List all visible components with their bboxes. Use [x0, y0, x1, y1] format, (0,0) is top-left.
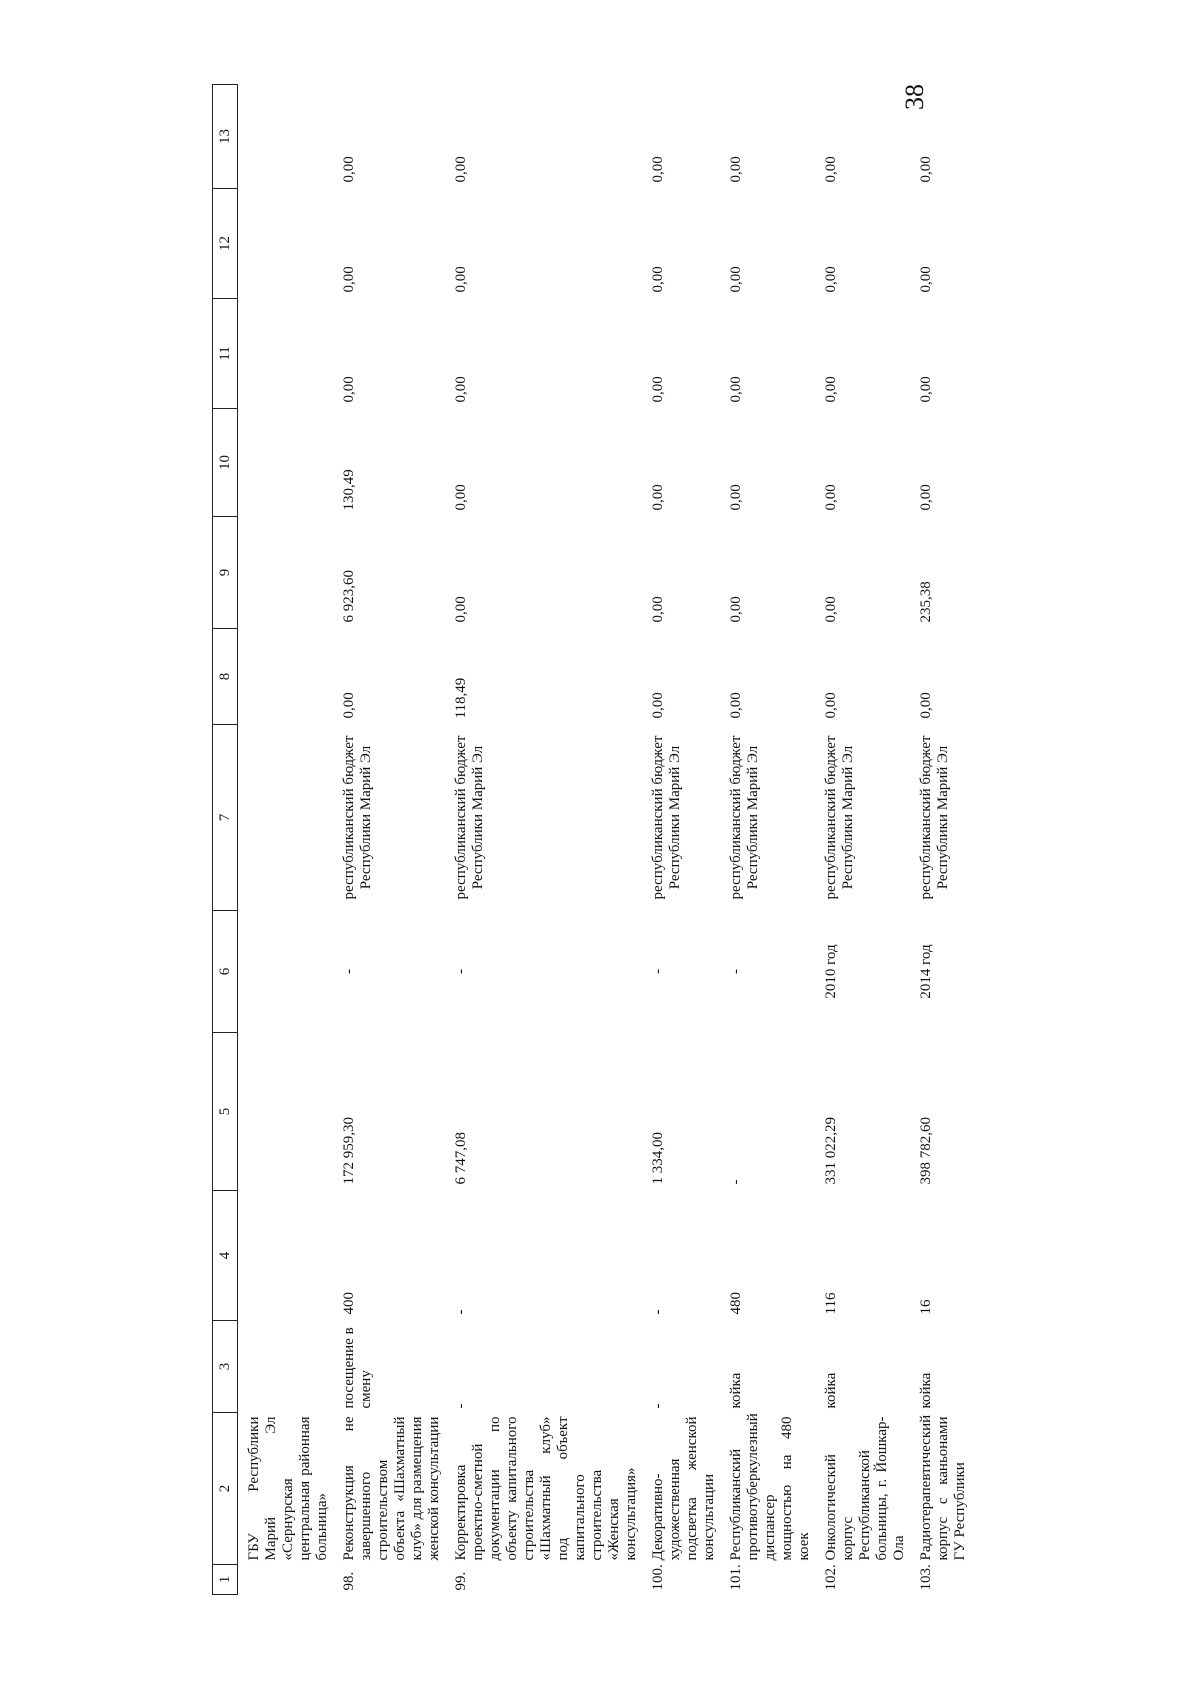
value-col10: 0,00 [650, 484, 666, 511]
header-cell: 10 [213, 409, 238, 517]
row-number: 98. [341, 1571, 357, 1591]
value-col13: 0,00 [341, 156, 357, 183]
cost-cell: 1 334,00 [650, 1132, 666, 1185]
row-number: 100. [650, 1564, 666, 1591]
unit-cell: - [650, 1403, 666, 1409]
value-col10 [238, 409, 342, 517]
table-row [650, 85, 728, 1595]
value-col11: 0,00 [341, 376, 357, 403]
header-cell: 12 [213, 189, 238, 299]
year-cell: 2010 год [823, 944, 839, 999]
value-col10: 0,00 [823, 484, 839, 511]
value-col12: 0,00 [823, 266, 839, 293]
table-row [918, 85, 979, 1595]
value-col8: 0,00 [918, 692, 934, 719]
table-body [238, 85, 980, 1595]
capacity-cell: 16 [918, 1299, 934, 1315]
capacity-cell: - [650, 1309, 666, 1315]
unit-cell: койка [918, 1372, 934, 1409]
value-col12: 0,00 [918, 266, 934, 293]
header-cell: 4 [213, 1191, 238, 1321]
value-col13 [238, 85, 342, 189]
value-col11: 0,00 [728, 376, 744, 403]
value-col11 [238, 299, 342, 409]
value-col8: 0,00 [728, 692, 744, 719]
row-number: 99. [453, 1571, 469, 1591]
capacity-cell: 480 [728, 1292, 744, 1315]
item-name: Республиканский противотуберкулезный диспансер мощностью на 480 коек [728, 1413, 812, 1561]
item-name: Корректировка проектно-сметной документации по объекту капитального строительства «Шахматный клуб» под объект капитального строительства «Женская консультация» [453, 1416, 639, 1561]
source-cell: республиканский бюджет Республики Марий Эл [918, 735, 951, 900]
header-cell: 13 [213, 85, 238, 189]
source-cell: республиканский бюджет Республики Марий Эл [650, 735, 683, 900]
header-cell: 11 [213, 299, 238, 409]
cost-cell: - [728, 1179, 744, 1185]
value-col13: 0,00 [728, 156, 744, 183]
value-col8 [238, 629, 342, 725]
header-cell: 8 [213, 629, 238, 725]
value-col9: 0,00 [823, 596, 839, 623]
year-cell [238, 911, 342, 1033]
value-col12: 0,00 [341, 266, 357, 293]
value-col8: 0,00 [823, 692, 839, 719]
value-col11: 0,00 [650, 376, 666, 403]
header-cell: 7 [213, 725, 238, 911]
value-col9: 235,38 [918, 581, 934, 623]
table-row [823, 85, 918, 1595]
row-number: 103. [918, 1564, 934, 1591]
year-cell: - [728, 969, 744, 974]
unit-cell: - [453, 1403, 469, 1409]
value-col13: 0,00 [453, 156, 469, 183]
value-col9: 6 923,60 [341, 570, 357, 623]
value-col9: 0,00 [453, 596, 469, 623]
value-col11: 0,00 [918, 376, 934, 403]
header-cell: 2 [213, 1413, 238, 1565]
year-cell: - [453, 969, 469, 974]
page-number: 38 [900, 84, 929, 110]
value-col8: 118,49 [453, 677, 469, 719]
source-cell: республиканский бюджет Республики Марий Эл [453, 735, 486, 900]
cost-cell: 398 782,60 [918, 1117, 934, 1185]
item-name: Декоративно-художественная подсветка женской консультации [650, 1416, 717, 1561]
value-col11: 0,00 [823, 376, 839, 403]
header-cell: 1 [213, 1565, 238, 1595]
capacity-cell: 400 [341, 1292, 357, 1315]
year-cell: 2014 год [918, 944, 934, 999]
header-cell: 6 [213, 911, 238, 1033]
capacity-cell [238, 1191, 342, 1321]
table-header [213, 85, 238, 1595]
source-cell [238, 725, 342, 911]
cost-cell: 172 959,30 [341, 1117, 357, 1185]
cost-cell: 6 747,08 [453, 1132, 469, 1185]
table-row [453, 85, 650, 1595]
header-cell: 5 [213, 1033, 238, 1191]
value-col10: 0,00 [728, 484, 744, 511]
source-cell: республиканский бюджет Республики Марий Эл [728, 735, 761, 900]
item-name: Радиотерапевтический корпус с каньонами ГУ Республики [918, 1414, 968, 1561]
value-col11: 0,00 [453, 376, 469, 403]
row-number: 101. [728, 1564, 744, 1591]
data-table [212, 84, 979, 1595]
unit-cell: койка [728, 1372, 744, 1409]
table-row [238, 85, 342, 1595]
item-name: Реконструкция не завершенного строительством объекта «Шахматный клуб» для размещения женской консультации [341, 1416, 442, 1561]
cost-cell: 331 022,29 [823, 1117, 839, 1185]
table-rotated-frame [212, 85, 1082, 1595]
header-cell: 9 [213, 517, 238, 629]
value-col10: 0,00 [453, 484, 469, 511]
row-number [238, 1565, 342, 1595]
item-name: ГБУ Республики Марий Эл «Сернурская центральная районная больница» [246, 1416, 330, 1561]
source-cell: республиканский бюджет Республики Марий Эл [823, 735, 856, 900]
table-row [341, 85, 453, 1595]
value-col12: 0,00 [728, 266, 744, 293]
value-col10: 130,49 [341, 469, 357, 511]
capacity-cell: - [453, 1309, 469, 1315]
value-col9 [238, 517, 342, 629]
header-row [213, 85, 238, 1595]
value-col13: 0,00 [650, 156, 666, 183]
value-col12: 0,00 [453, 266, 469, 293]
unit-cell [238, 1321, 342, 1413]
header-cell: 3 [213, 1321, 238, 1413]
unit-cell: койка [823, 1372, 839, 1409]
value-col13: 0,00 [918, 156, 934, 183]
value-col9: 0,00 [650, 596, 666, 623]
table-row [728, 85, 823, 1595]
value-col12 [238, 189, 342, 299]
value-col8: 0,00 [341, 692, 357, 719]
unit-cell: посещение в смену [341, 1327, 374, 1409]
value-col8: 0,00 [650, 692, 666, 719]
value-col12: 0,00 [650, 266, 666, 293]
source-cell: республиканский бюджет Республики Марий Эл [341, 735, 374, 900]
value-col9: 0,00 [728, 596, 744, 623]
year-cell: - [341, 969, 357, 974]
capacity-cell: 116 [823, 1292, 839, 1315]
row-number: 102. [823, 1564, 839, 1591]
year-cell: - [650, 969, 666, 974]
value-col13: 0,00 [823, 156, 839, 183]
cost-cell [238, 1033, 342, 1191]
value-col10: 0,00 [918, 484, 934, 511]
item-name: Онкологический корпус Республиканской больницы, г. Йошкар-Ола [823, 1416, 907, 1561]
